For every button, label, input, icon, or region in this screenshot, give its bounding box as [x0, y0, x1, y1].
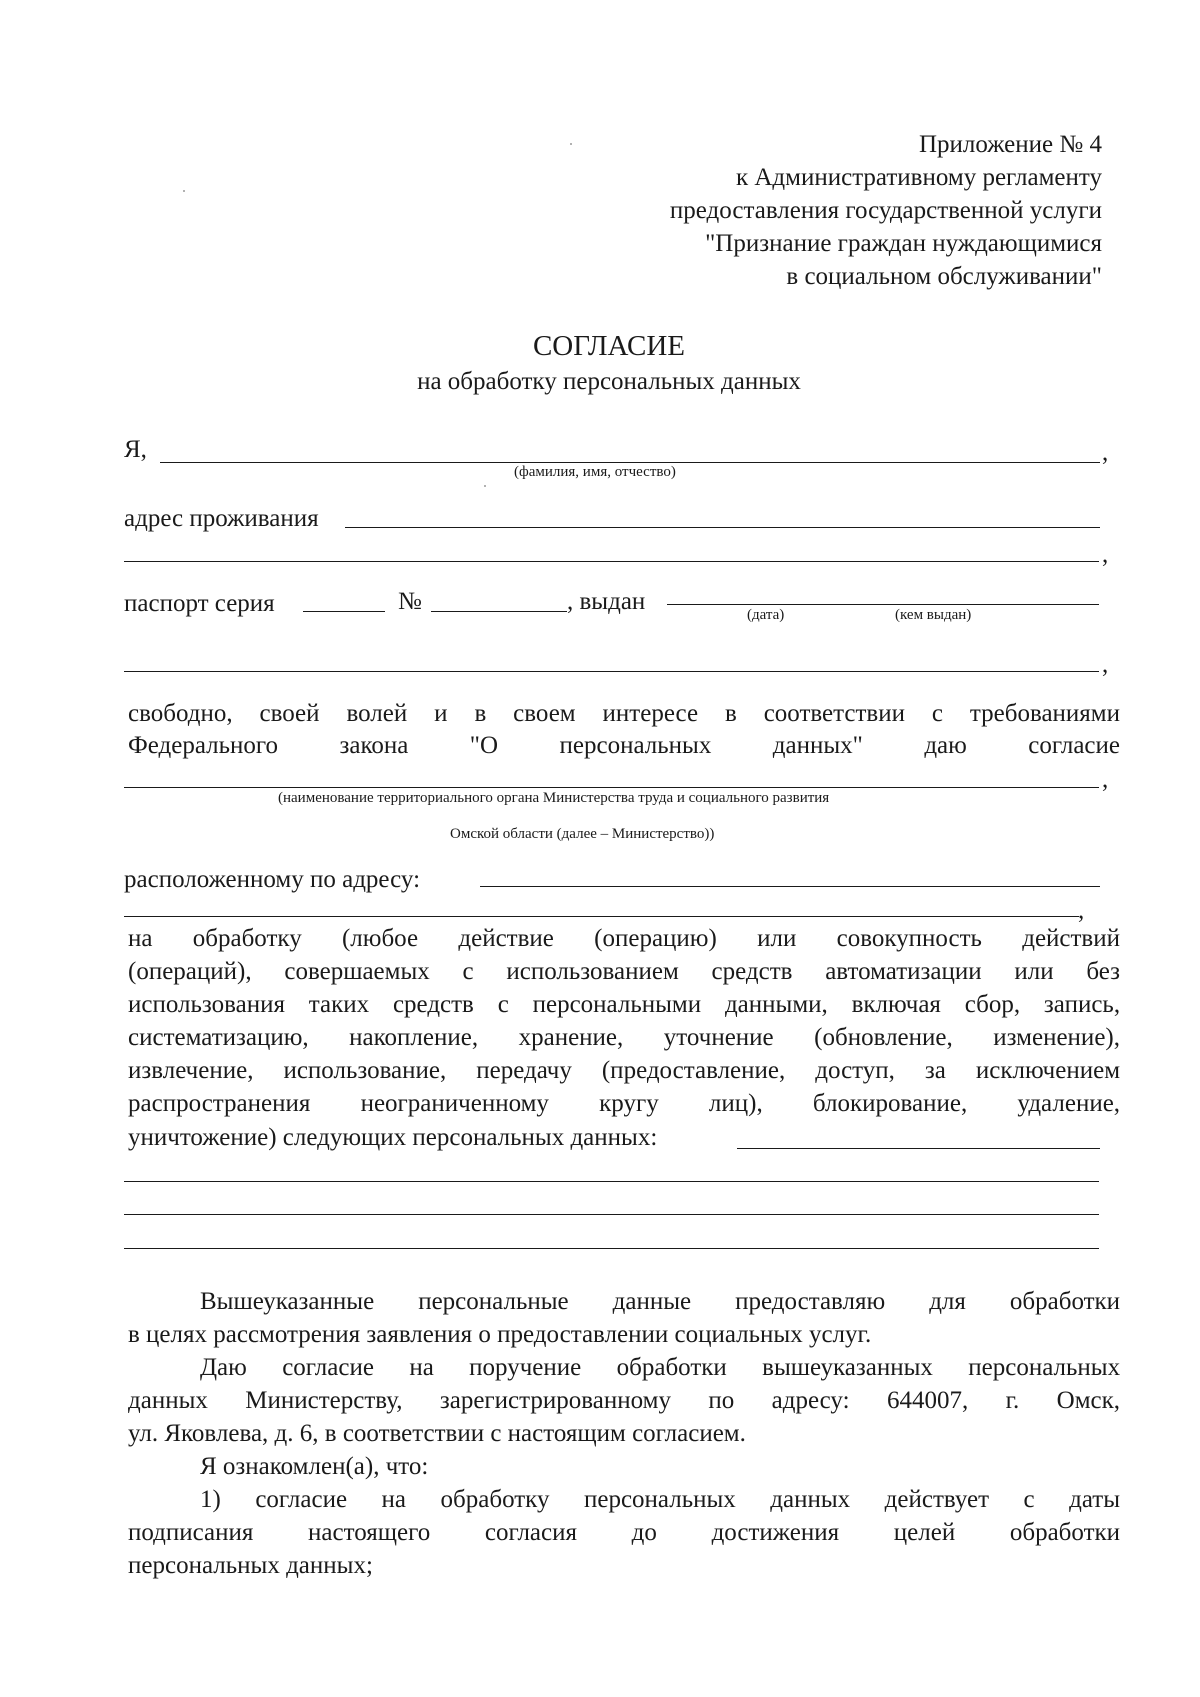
processing-line-3: использования таких средств с персональными данными, включая сбор, запись,	[128, 991, 1121, 1018]
appendix-header	[402, 128, 1102, 293]
processing-line-6: распространения неограниченному кругу лиц), блокирование, удаление,	[128, 1090, 1121, 1117]
passport-comma: ,	[1102, 651, 1109, 678]
located-comma: ,	[1078, 897, 1085, 924]
passport-issued-label: , выдан	[567, 588, 646, 615]
appendix-line-5: в социальном обслуживании"	[786, 263, 1102, 290]
passport-number-field[interactable]	[431, 611, 567, 612]
scan-speck	[484, 485, 486, 487]
passport-issued-field[interactable]	[667, 604, 1099, 605]
authority-caption-2: Омской области (далее – Министерство))	[450, 826, 715, 842]
authority-comma: ,	[1102, 766, 1109, 793]
processing-line-4: систематизацию, накопление, хранение, уточнение (обновление, изменение),	[128, 1024, 1120, 1051]
appendix-line-3: предоставления государственной услуги	[669, 197, 1102, 224]
authority-field[interactable]	[124, 787, 1099, 788]
validity-line-1: 1) согласие на обработку персональных данных действует с даты	[200, 1486, 1121, 1513]
personal-data-field-4[interactable]	[124, 1248, 1099, 1249]
address-label: адрес проживания	[124, 505, 319, 532]
personal-data-field[interactable]	[737, 1148, 1100, 1149]
acknowledged-line: Я ознакомлен(а), что:	[200, 1453, 429, 1480]
passport-number-label: №	[398, 588, 422, 615]
located-label: расположенному по адресу:	[124, 866, 421, 893]
name-field[interactable]	[160, 462, 1100, 463]
delegation-line-3: ул. Яковлева, д. 6, в соответствии с настоящим согласием.	[128, 1420, 746, 1447]
document-subtitle: на обработку персональных данных	[417, 368, 801, 395]
personal-data-field-2[interactable]	[124, 1181, 1099, 1182]
document-title: СОГЛАСИЕ	[532, 330, 686, 362]
name-prefix: Я,	[124, 436, 147, 463]
purpose-line-2: в целях рассмотрения заявления о предоставлении социальных услуг.	[128, 1321, 872, 1348]
processing-line-5: извлечение, использование, передачу (предоставление, доступ, за исключением	[128, 1057, 1121, 1084]
consent-line-2: Федерального закона "О персональных данных" даю согласие	[128, 732, 1120, 759]
authority-caption-1: (наименование территориального органа Министерства труда и социального развития	[278, 790, 830, 806]
delegation-line-1: Даю согласие на поручение обработки вышеуказанных персональных	[200, 1354, 1121, 1381]
name-field-comma: ,	[1102, 439, 1109, 466]
passport-date-caption: (дата)	[747, 607, 785, 623]
located-field[interactable]	[480, 886, 1100, 887]
scan-speck	[183, 190, 185, 192]
passport-series-field[interactable]	[303, 611, 385, 612]
delegation-line-2: данных Министерству, зарегистрированному по адресу: 644007, г. Омск,	[128, 1387, 1121, 1414]
address-comma: ,	[1102, 541, 1109, 568]
address-field-2[interactable]	[124, 561, 1099, 562]
passport-issuer-caption: (кем выдан)	[895, 607, 972, 623]
processing-line-1: на обработку (любое действие (операцию) или совокупность действий	[128, 925, 1120, 952]
processing-last-line: уничтожение) следующих персональных данных:	[128, 1124, 658, 1151]
processing-line-2: (операций), совершаемых с использованием средств автоматизации или без	[128, 958, 1121, 985]
personal-data-field-3[interactable]	[124, 1214, 1099, 1215]
name-caption: (фамилия, имя, отчество)	[514, 464, 676, 480]
validity-line-3: персональных данных;	[128, 1552, 373, 1579]
consent-line-1: свободно, своей волей и в своем интересе в соответствии с требованиями	[128, 700, 1120, 727]
located-field-2[interactable]	[124, 916, 1079, 917]
appendix-number: Приложение № 4	[918, 131, 1102, 158]
purpose-line-1: Вышеуказанные персональные данные предоставляю для обработки	[200, 1288, 1121, 1315]
appendix-line-2: к Административному регламенту	[735, 164, 1102, 191]
validity-line-2: подписания настоящего согласия до достижения целей обработки	[128, 1519, 1121, 1546]
appendix-line-4: "Признание граждан нуждающимися	[705, 230, 1102, 257]
passport-issuer-field[interactable]	[124, 671, 1099, 672]
address-field[interactable]	[345, 527, 1100, 528]
passport-series-label: паспорт серия	[124, 590, 275, 617]
